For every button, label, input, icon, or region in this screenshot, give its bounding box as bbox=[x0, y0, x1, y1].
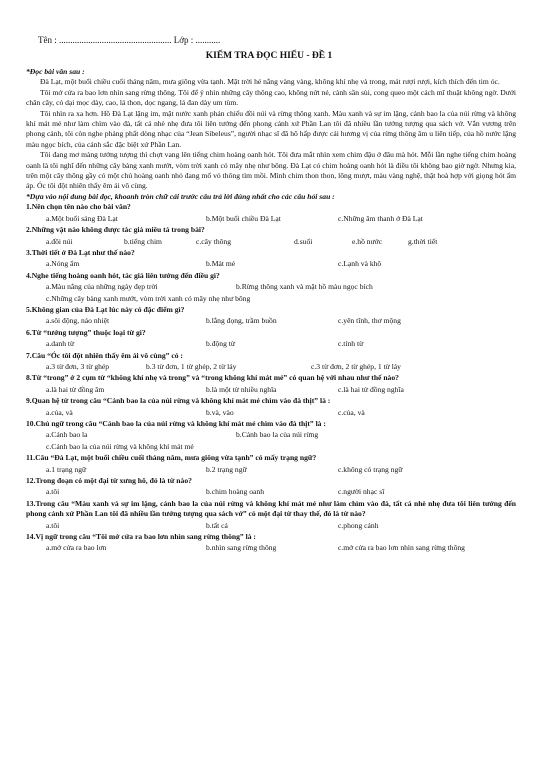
passage-paragraph: Tôi mở cửa ra bao lơn nhìn sang rừng thông. Tôi để ý nhìn những cây thông cao, không nứt nẻ, cành sần sùi, cong queo một cách mĩ thuật không ngờ. Dưới chân cây, cỏ dại mọc dày, cao, lá thon, dọc ngang, lá đan dày um tùm. bbox=[26, 87, 516, 108]
answer-option[interactable]: b.nhìn sang rừng thông bbox=[206, 543, 277, 553]
answer-option[interactable]: b.2 trạng ngữ bbox=[206, 464, 247, 474]
answer-option[interactable]: b.Một buổi chiều Đà Lạt bbox=[206, 213, 281, 223]
answer-options bbox=[26, 487, 516, 497]
answer-option[interactable]: c.Cảnh bao la của núi rừng và không khí mát mẻ bbox=[46, 441, 194, 451]
answer-option[interactable]: a.đồi núi bbox=[46, 236, 73, 246]
answer-option[interactable]: c.tính từ bbox=[338, 339, 364, 349]
answer-options bbox=[26, 385, 516, 395]
student-info-line bbox=[38, 35, 220, 45]
answer-option[interactable]: c.Lạnh và khô bbox=[338, 259, 382, 269]
question-3: 3.Thời tiết ở Đà Lạt như thế nào? bbox=[26, 247, 135, 257]
question-12: 12.Trong đoạn có một đại từ xưng hô, đó là từ nào? bbox=[26, 476, 192, 486]
answer-option[interactable]: c.Những âm thanh ở Đà Lạt bbox=[338, 213, 423, 223]
answer-option[interactable]: c.phong cảnh bbox=[338, 520, 379, 530]
answer-option[interactable]: b.tất cả bbox=[206, 520, 228, 530]
answer-option[interactable]: d.suối bbox=[294, 236, 313, 246]
answer-option[interactable]: a.mở cửa ra bao lơn bbox=[46, 543, 107, 553]
worksheet-content bbox=[26, 67, 516, 555]
answer-option[interactable]: a.của, và bbox=[46, 407, 73, 417]
passage-label: *Đọc bài văn sau : bbox=[26, 67, 85, 76]
answer-options bbox=[26, 408, 516, 418]
answer-option[interactable]: b.Cảnh bao la của núi rừng bbox=[236, 430, 319, 440]
instruction: *Dựa vào nội dung bài đọc, khoanh tròn chữ cái trước câu trả lời đúng nhất cho các câu hỏi sau : bbox=[26, 191, 335, 201]
answer-option[interactable]: c.cây thông bbox=[196, 236, 232, 246]
answer-option[interactable]: a.là hai từ đồng âm bbox=[46, 384, 105, 394]
answer-option[interactable]: c.yên tĩnh, thơ mộng bbox=[338, 316, 401, 326]
answer-options bbox=[26, 282, 516, 292]
class-label: Lớp : ........... bbox=[173, 35, 221, 45]
answer-option[interactable]: g.thời tiết bbox=[408, 236, 438, 246]
answer-option[interactable]: b.3 từ đơn, 1 từ ghép, 2 từ láy bbox=[146, 361, 237, 371]
answer-options bbox=[26, 294, 516, 304]
answer-options bbox=[26, 521, 516, 531]
question-6: 6.Từ “tưởng tượng” thuộc loại từ gì? bbox=[26, 327, 146, 337]
answer-options bbox=[26, 339, 516, 349]
question-9: 9.Quan hệ từ trong câu “Cảnh bao la của núi rừng và không khí mát mẻ chìm vào đà thịt” là : bbox=[26, 396, 331, 406]
answer-options bbox=[26, 543, 516, 553]
passage-paragraph: Tôi đang mơ màng tưởng tượng thì chợt vang lên tiếng chim hoàng oanh hót. Tôi đưa mắt nhìn xem chim đậu ở đâu mà hót. Mỗi lần nghe tiếng chim hoàng oanh là tôi nghĩ đến những cây bàng xanh mướt, vòm trời xanh có mây nhẹ như bông. Đà Lạt có chim hoàng oanh hót là điều tôi không bao giờ ngờ. Nhưng kìa, trên một cây thông gầy có một chú hoàng oanh nhỏ đang mổ vỏ thông tìm mồi. Mình chim thon thon, lông mượt, màu vàng nghệ, thật hoà hợp với giọng hót ấm áp. Óc tôi đột nhiên thấy êm ái vô cùng. bbox=[26, 150, 516, 191]
answer-option[interactable]: a.Một buổi sáng Đà Lạt bbox=[46, 213, 118, 223]
page-title: KIỂM TRA ĐỌC HIỂU - ĐỀ 1 bbox=[205, 51, 333, 61]
question-1: 1.Nên chọn tên nào cho bài văn? bbox=[26, 202, 131, 212]
answer-option[interactable]: b.lắng đọng, trầm buồn bbox=[206, 316, 277, 326]
answer-options bbox=[26, 214, 516, 224]
answer-options bbox=[26, 362, 516, 372]
answer-option[interactable]: e.hồ nước bbox=[352, 236, 383, 246]
answer-option[interactable]: a.Màu nắng của những ngày đẹp trời bbox=[46, 282, 158, 292]
question-8: 8.Từ “trong” ở 2 cụm từ “không khí nhẹ và trong” và “trong không khí mát mẻ” có quan hệ với nhau như thế nào? bbox=[26, 373, 399, 383]
answer-option[interactable]: a.tôi bbox=[46, 487, 60, 497]
answer-option[interactable]: a.1 trạng ngữ bbox=[46, 464, 87, 474]
answer-option[interactable]: b.Mát mẻ bbox=[206, 259, 236, 269]
answer-options bbox=[26, 259, 516, 269]
answer-option[interactable]: b.tiếng chim bbox=[124, 236, 162, 246]
answer-option[interactable]: b.và, vào bbox=[206, 407, 234, 417]
question-7: 7.Câu “Óc tôi đột nhiên thấy êm ái vô cùng” có : bbox=[26, 350, 183, 360]
question-4: 4.Nghe tiếng hoàng oanh hót, tác giả liên tưởng đến điều gì? bbox=[26, 270, 220, 280]
question-2: 2.Những vật nào không được tác giả miêu tả trong bài? bbox=[26, 225, 205, 235]
answer-option[interactable]: a.3 từ đơn, 3 từ ghép bbox=[46, 361, 110, 371]
question-14: 14.Vị ngữ trong câu “Tôi mở cửa ra bao lơn nhìn sang rừng thông” là : bbox=[26, 532, 256, 542]
answer-option[interactable]: a.danh từ bbox=[46, 339, 75, 349]
answer-option[interactable]: b.Rừng thông xanh và mặt hồ màu ngọc bích bbox=[236, 282, 373, 292]
question-10: 10.Chủ ngữ trong câu “Cảnh bao la của núi rừng và không khí mát mẻ chìm vào đà thịt” là : bbox=[26, 419, 326, 428]
question-list bbox=[26, 202, 516, 554]
answer-options bbox=[26, 465, 516, 475]
answer-options bbox=[26, 430, 516, 440]
answer-option[interactable]: c.người nhạc sĩ bbox=[338, 487, 385, 497]
answer-options bbox=[26, 237, 516, 247]
question-5: 5.Không gian của Đà Lạt lúc này có đặc điểm gì? bbox=[26, 304, 185, 314]
question-11: 11.Câu “Đà Lạt, một buổi chiều cuối tháng năm, mưa giông vừa tạnh” có mấy trạng ngữ? bbox=[26, 453, 317, 463]
answer-options bbox=[26, 442, 516, 452]
answer-option[interactable]: c.mở cửa ra bao lơn nhìn sang rừng thông bbox=[338, 543, 465, 553]
question-13: 13.Trong câu “Màu xanh và sự im lặng, cảnh bao la của núi rừng và không khí mát mẻ như làm chìm vào đà, tất cả nhè nhẹ đưa tôi liên tưởng đến phong cảnh xứ Phần Lan tôi đã nhiều lần tưởng tượng qua sách vở” có một đại từ thay thế, đó là từ nào? bbox=[26, 498, 516, 519]
answer-option[interactable]: a.tôi bbox=[46, 520, 60, 530]
answer-option[interactable]: a.Nóng ẩm bbox=[46, 259, 80, 269]
answer-option[interactable]: a.sôi động, náo nhiệt bbox=[46, 316, 110, 326]
answer-option[interactable]: c.3 từ đơn, 2 từ ghép, 1 từ láy bbox=[311, 361, 401, 371]
answer-option[interactable]: a.Cảnh bao la bbox=[46, 430, 88, 440]
answer-option[interactable]: b.là một từ nhiều nghĩa bbox=[206, 384, 277, 394]
name-label: Tên : .................................................. bbox=[38, 35, 172, 45]
answer-option[interactable]: c.là hai từ đồng nghĩa bbox=[338, 384, 404, 394]
answer-option[interactable]: c.không có trạng ngữ bbox=[338, 464, 403, 474]
answer-option[interactable]: c.Những cây bàng xanh mướt, vòm trời xanh có mây nhẹ như bông bbox=[46, 293, 251, 303]
answer-option[interactable]: c.của, và bbox=[338, 407, 365, 417]
answer-options bbox=[26, 316, 516, 326]
answer-option[interactable]: b.chim hoàng oanh bbox=[206, 487, 264, 497]
answer-option[interactable]: b.động từ bbox=[206, 339, 236, 349]
passage-paragraph: Tôi nhìn ra xa hơn. Hồ Đà Lạt lặng im, mặt nước xanh phản chiếu đồi núi và rừng thông xanh. Màu xanh và sự im lặng, cảnh bao la của núi rừng và không khí mát mẻ như làm chìm vào đà, tất cả nhè nhẹ đưa tôi liên tưởng đến phong cảnh xứ Phần Lan tôi đã nhiều lần tưởng tượng qua sách vở. Vẳn vương trên phong cảnh, tôi còn nghe phảng phất dòng nhạc của “Jean Sibeleus”, người nhạc sĩ đã hô hấp được cái hương vị của rừng thông âm u liên tiếp, của hồ nước lặng màu ngọc bích, của cảnh sắc đặc biệt xứ Phần Lan. bbox=[26, 108, 516, 149]
passage-paragraph: Đà Lạt, một buổi chiều cuối tháng năm, mưa giông vừa tạnh. Mặt trời hé nắng vàng vàng, không khí nhẹ và trong, mát rượi rượi, kích thích đến tim óc. bbox=[40, 77, 500, 87]
